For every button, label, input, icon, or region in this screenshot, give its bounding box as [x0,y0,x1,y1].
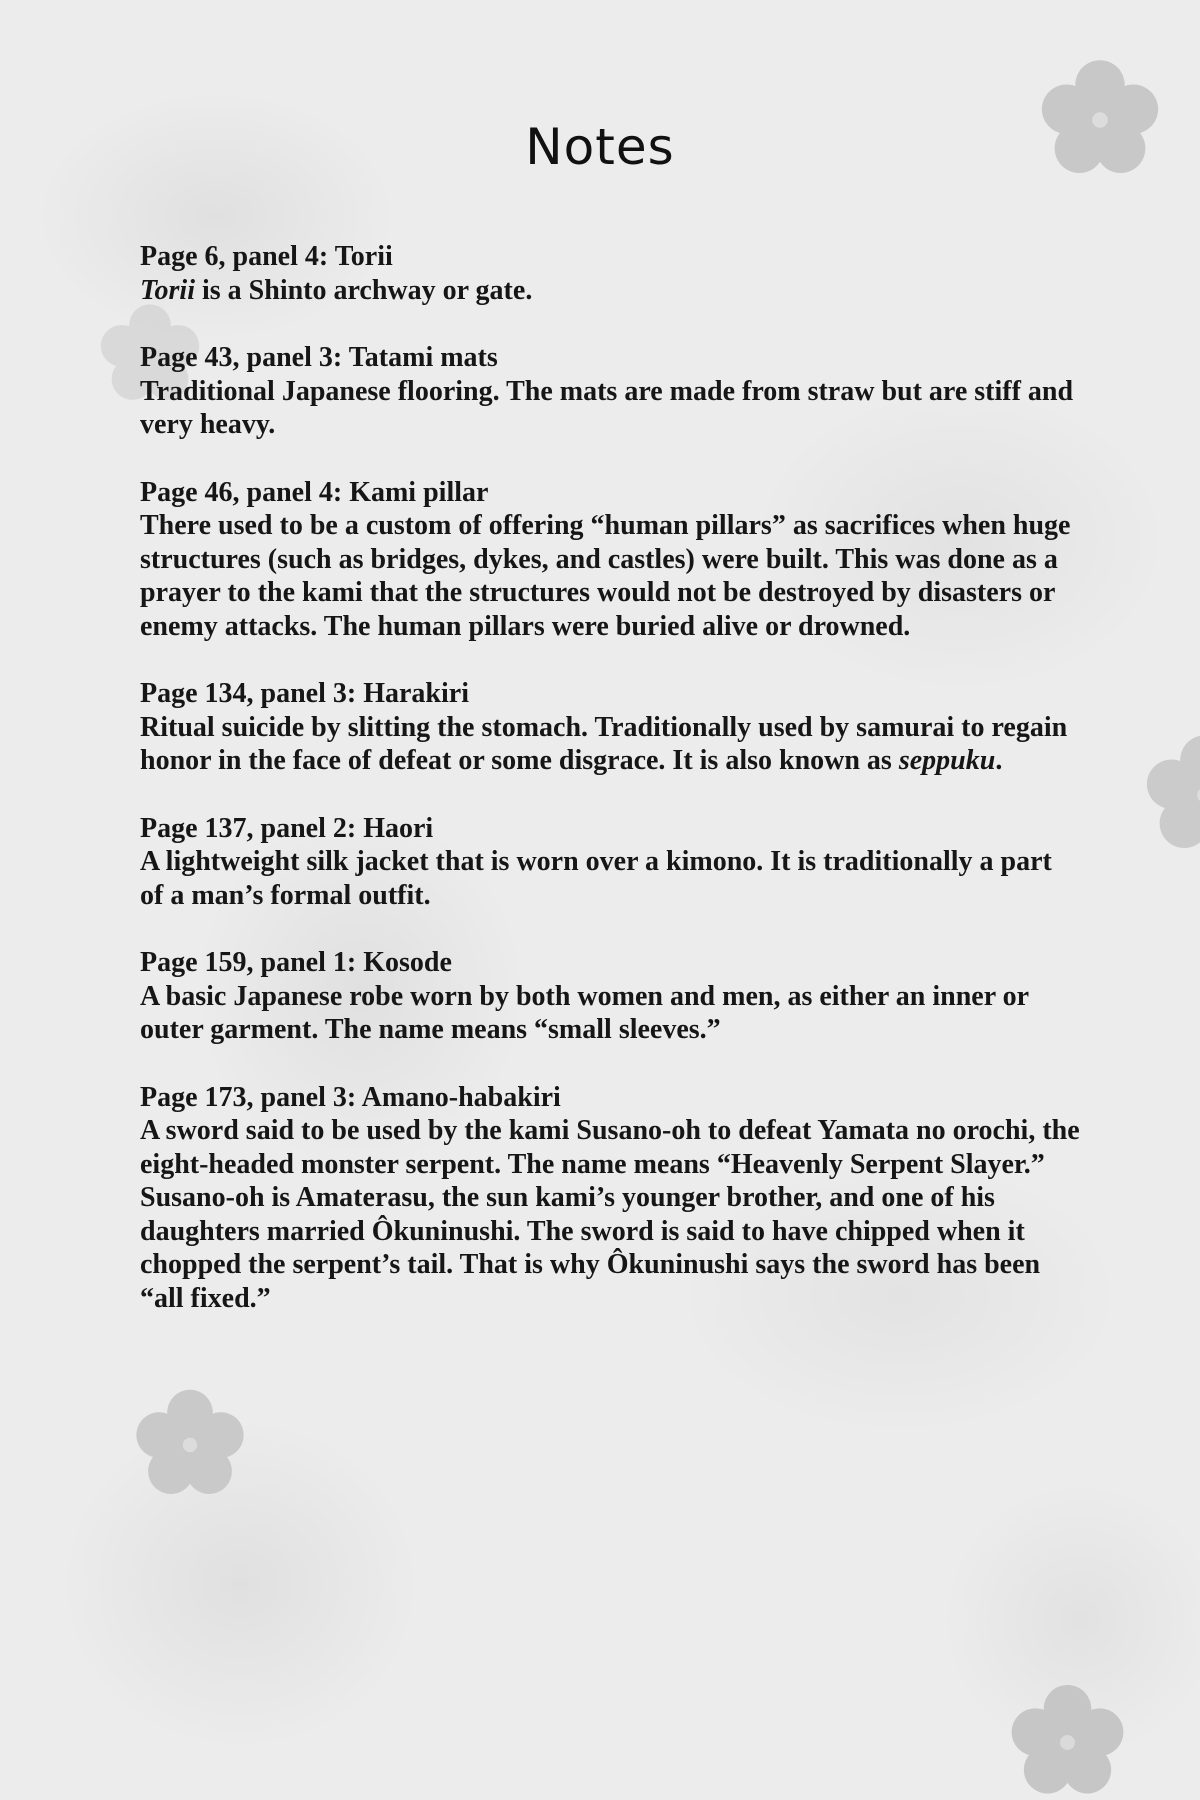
note-body [140,274,1080,308]
page-title: Notes [525,118,675,176]
note-text: is a Shinto archway or gate. [195,274,533,306]
note-item [140,946,1080,1047]
note-term: seppuku [898,745,996,776]
plum-blossom-icon [1140,730,1200,860]
note-body: A basic Japanese robe worn by both women and men, as either an inner or outer garment. The name means “small sleeves.” [140,980,1029,1045]
plum-blossom-icon [1005,1680,1130,1800]
note-text: Ritual suicide by slitting the stomach. Traditionally used by samurai to regain honor in the face of defeat or some disgrace. It is also known as [140,711,1068,776]
note-body: A lightweight silk jacket that is worn over a kimono. It is traditionally a part of a man’s formal outfit. [140,846,1052,911]
note-term: Torii [140,274,195,306]
note-heading: Page 46, panel 4: Kami pillar [140,476,489,508]
note-heading: Page 43, panel 3: Tatami mats [140,342,498,373]
note-body [140,711,1080,778]
note-heading: Page 159, panel 1: Kosode [140,947,452,978]
note-item [140,476,1080,644]
note-heading: Page 137, panel 2: Haori [140,812,434,844]
note-item [140,1081,1080,1316]
note-heading: Page 173, panel 3: Amano-habakiri [140,1081,561,1113]
plum-blossom-icon [130,1385,250,1505]
notes-list [140,240,1080,1349]
note-body: There used to be a custom of offering “human pillars” as sacrifices when huge structures (such as bridges, dykes, and castles) were built. This was done as a prayer to the kami that the structures would not be destroyed by disasters or enemy attacks. The human pillars were buried alive or drowned. [140,510,1071,642]
note-body: Traditional Japanese flooring. The mats are made from straw but are stiff and very heavy. [140,375,1074,440]
note-text-end: . [995,745,1003,776]
note-body: A sword said to be used by the kami Susano-oh to defeat Yamata no orochi, the eight-headed monster serpent. The name means “Heavenly Serpent Slayer.” Susano-oh is Amaterasu, the sun kami’s younger brother, and one of his daughters married Ôkuninushi. The sword is said to have chipped when it chopped the serpent’s tail. That is why Ôkuninushi says the sword has been “all fixed.” [140,1115,1080,1314]
note-item [140,240,1080,307]
note-item [140,812,1080,913]
note-item [140,677,1080,778]
note-heading: Page 134, panel 3: Harakiri [140,678,469,709]
note-item [140,341,1080,442]
note-heading: Page 6, panel 4: Torii [140,241,393,272]
